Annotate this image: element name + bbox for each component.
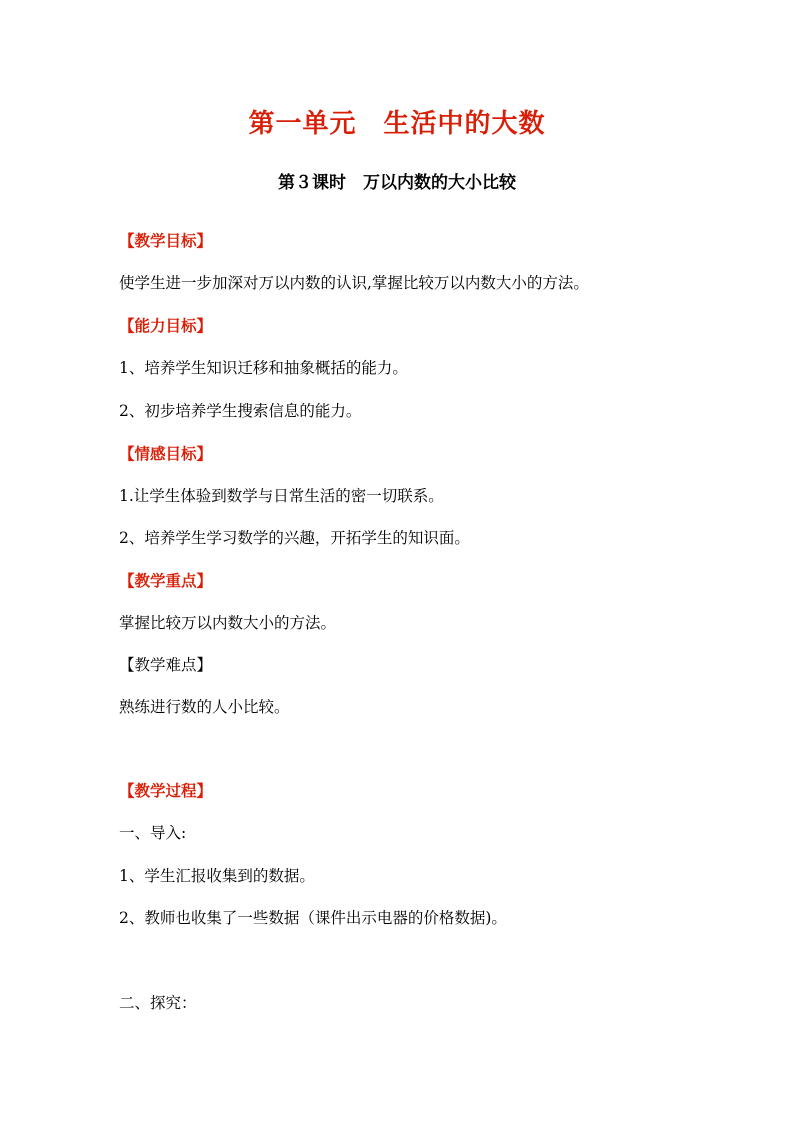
heading-key-point: 【教学重点】: [119, 571, 213, 590]
process-line-1: 一、导入:: [119, 824, 187, 842]
heading-difficulty: 【教学难点】: [119, 656, 213, 674]
ability-goal-line-2: 2、初步培养学生搜索信息的能力。: [119, 402, 362, 420]
lesson-subtitle: 第３课时 万以内数的大小比较: [278, 173, 516, 193]
difficulty-text: 熟练进行数的人小比较。: [119, 698, 290, 716]
heading-process: 【教学过程】: [119, 781, 213, 800]
page-title: 第一单元 生活中的大数: [248, 109, 546, 139]
process-line-4: 二、探究：: [119, 994, 197, 1012]
heading-teaching-goal: 【教学目标】: [119, 231, 213, 250]
teaching-goal-text: 使学生进一步加深对万以内数的认识,掌握比较万以内数大小的方法。: [119, 274, 589, 292]
key-point-text: 掌握比较万以内数大小的方法。: [119, 614, 337, 632]
heading-ability-goal: 【能力目标】: [119, 316, 213, 335]
heading-emotion-goal: 【情感目标】: [119, 444, 213, 463]
process-line-2: 1、学生汇报收集到的数据。: [119, 867, 315, 885]
emotion-goal-line-2: 2、培养学生学习数学的兴趣，开拓学生的知识面。: [119, 529, 470, 547]
process-line-3: 2、教师也收集了一些数据（课件出示电器的价格数据)。: [119, 909, 507, 927]
emotion-goal-line-1: 1.让学生体验到数学与日常生活的密一切联系。: [119, 487, 444, 505]
ability-goal-line-1: 1、培养学生知识迁移和抽象概括的能力。: [119, 359, 408, 377]
